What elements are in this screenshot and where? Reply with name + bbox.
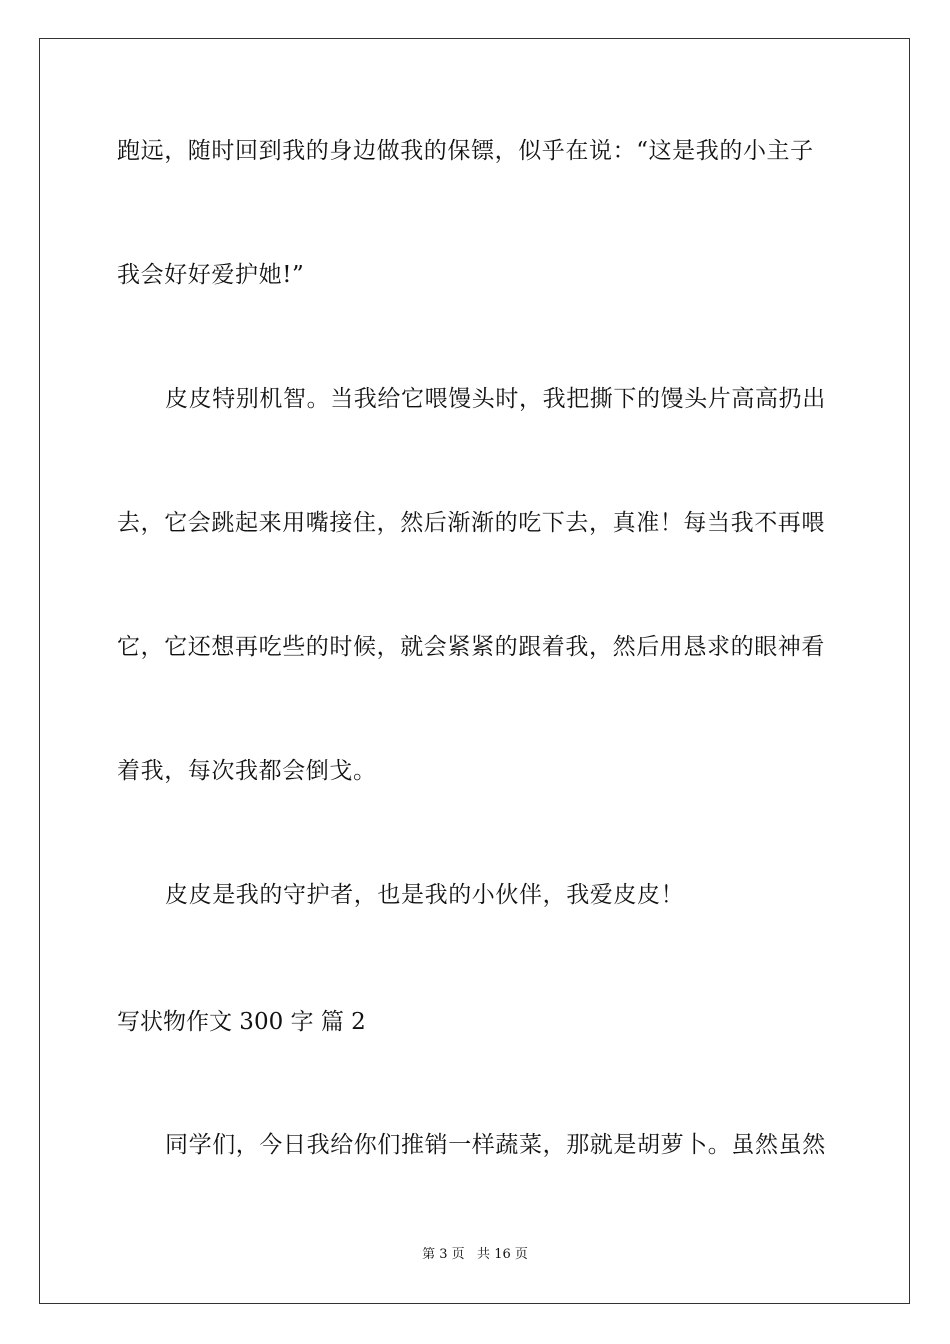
paragraph-line: 着我，每次我都会倒戈。 — [117, 758, 377, 784]
section-heading: 写状物作文 300 字 篇 2 — [117, 1009, 366, 1035]
paragraph-line: 跑远，随时回到我的身边做我的保镖，似乎在说：“这是我的小主子 — [117, 138, 814, 164]
paragraph-line: 皮皮是我的守护者，也是我的小伙伴，我爱皮皮！ — [165, 882, 685, 908]
paragraph-line: 皮皮特别机智。当我给它喂馒头时，我把撕下的馒头片高高扔出 — [165, 386, 826, 412]
paragraph-line: 我会好好爱护她!” — [117, 262, 305, 288]
page-border — [39, 38, 910, 1304]
paragraph-line: 去，它会跳起来用嘴接住，然后渐渐的吃下去，真准！每当我不再喂 — [117, 510, 825, 536]
paragraph-line: 同学们，今日我给你们推销一样蔬菜，那就是胡萝卜。虽然虽然 — [165, 1132, 826, 1158]
paragraph-line: 它，它还想再吃些的时候，就会紧紧的跟着我，然后用恳求的眼神看 — [117, 634, 825, 660]
page-footer: 第 3 页 共 16 页 — [422, 1247, 528, 1262]
